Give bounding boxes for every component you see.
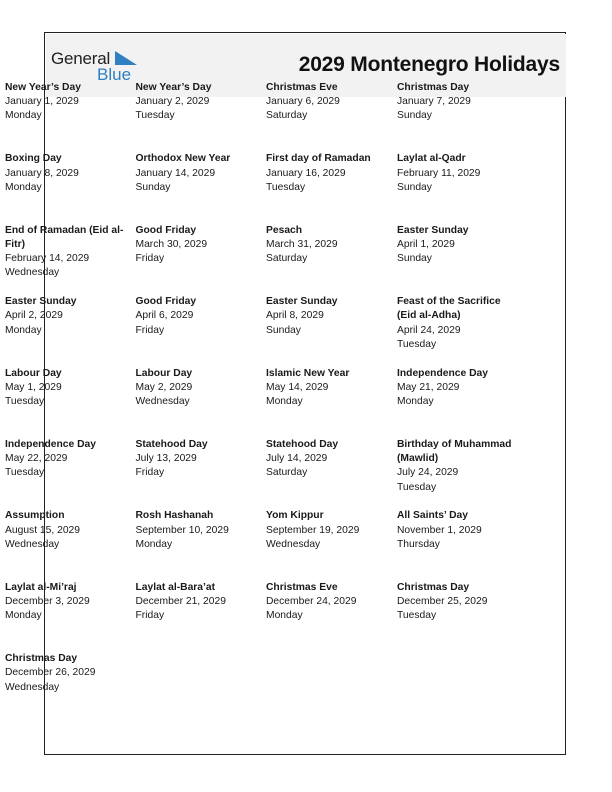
holiday-entry [266,438,397,509]
holiday-date: May 14, 2029 [266,381,329,393]
holiday-weekday: Saturday [266,110,308,122]
holiday-name: First day of Ramadan [266,153,371,165]
holiday-name: New Year’s Day [5,82,81,93]
holiday-date: May 21, 2029 [397,381,460,393]
holiday-date: May 1, 2029 [5,381,62,393]
holiday-weekday: Monday [397,395,434,407]
holiday-weekday: Monday [5,610,42,622]
holiday-date: December 24, 2029 [266,595,357,607]
holiday-entry [266,295,397,366]
holiday-date: September 19, 2029 [266,524,360,536]
holiday-weekday: Wednesday [135,395,190,407]
page-title: 2029 Montenegro Holidays [298,53,560,76]
holiday-weekday: Tuesday [397,338,437,350]
holiday-date: February 14, 2029 [5,253,90,265]
holiday-weekday: Tuesday [397,481,437,493]
holiday-date: April 6, 2029 [135,310,194,322]
holiday-entry [397,581,522,652]
holiday-date: March 31, 2029 [266,238,338,250]
holiday-date: July 24, 2029 [397,467,459,479]
holiday-date: July 13, 2029 [135,453,197,465]
holiday-date: March 30, 2029 [135,238,208,250]
holiday-date: September 10, 2029 [135,524,229,536]
holiday-name: Labour Day [135,367,193,379]
holiday-name: Easter Sunday [266,296,338,308]
holiday-name: End of Ramadan (Eid al-Fitr) [5,224,124,250]
holiday-entry [5,652,136,723]
holiday-name: Christmas Day [397,581,470,593]
holiday-name: Rosh Hashanah [135,510,214,522]
holiday-name: Islamic New Year [266,367,350,379]
holiday-weekday: Saturday [266,467,308,479]
holiday-date: January 8, 2029 [5,167,79,179]
holiday-entry [136,224,267,295]
holiday-weekday: Tuesday [5,395,45,407]
holiday-weekday: Wednesday [266,538,321,550]
holiday-date: January 7, 2029 [397,96,471,108]
holiday-weekday: Wednesday [5,681,60,693]
holiday-weekday: Monday [5,324,42,336]
holiday-name: Easter Sunday [397,224,469,236]
holiday-date: December 25, 2029 [397,595,488,607]
holiday-name: Independence Day [5,438,96,450]
holiday-weekday: Tuesday [135,110,175,122]
holiday-name: Birthday of Muhammad (Mawlid) [397,438,512,465]
holiday-date: April 8, 2029 [266,310,324,322]
holiday-date: May 2, 2029 [135,381,193,393]
holiday-date: July 14, 2029 [266,453,328,465]
holiday-weekday: Friday [135,324,165,336]
holiday-entry [136,438,267,509]
holiday-date: January 6, 2029 [266,96,340,108]
holiday-entry [266,224,397,295]
holiday-entry [397,295,522,366]
holiday-date: January 2, 2029 [135,96,210,108]
holiday-name: Easter Sunday [5,296,77,308]
holiday-weekday: Sunday [397,110,432,122]
holiday-entry [136,152,267,223]
logo-general-text: General [51,49,111,68]
holiday-name: Christmas Eve [266,581,338,593]
holiday-name: Labour Day [5,367,62,379]
holiday-weekday: Monday [266,395,303,407]
holiday-entry [136,81,267,152]
holiday-weekday: Sunday [135,181,171,193]
holiday-entry [266,509,397,580]
holiday-date: August 15, 2029 [5,524,80,536]
holiday-entry [5,295,136,366]
holiday-entry [397,224,522,295]
holiday-name: Boxing Day [5,153,62,165]
holiday-weekday: Monday [5,110,42,122]
holiday-weekday: Wednesday [5,538,60,550]
holiday-date: January 14, 2029 [135,167,216,179]
holiday-date: December 26, 2029 [5,667,96,679]
holiday-weekday: Friday [135,610,165,622]
holiday-date: April 1, 2029 [397,238,455,250]
holiday-name: Christmas Eve [266,82,338,93]
holiday-weekday: Friday [135,253,165,265]
holiday-grid [5,81,525,724]
holiday-entry [266,367,397,438]
holiday-date: April 2, 2029 [5,310,63,322]
holiday-name: Pesach [266,224,303,236]
holiday-weekday: Tuesday [5,467,45,479]
holiday-date: December 21, 2029 [135,595,226,607]
holiday-entry [397,438,522,509]
holiday-entry [5,152,136,223]
holiday-entry [266,581,397,652]
holiday-name: All Saints’ Day [397,510,468,522]
holiday-date: January 1, 2029 [5,96,79,108]
holiday-date: November 1, 2029 [397,524,482,536]
holiday-date: December 3, 2029 [5,595,90,607]
holiday-entry [5,509,136,580]
holiday-name: Feast of the Sacrifice (Eid al-Adha) [397,296,501,322]
holiday-name: Laylat al-Bara’at [135,581,216,593]
holiday-date: May 22, 2029 [5,453,68,465]
holiday-weekday: Monday [266,610,303,622]
holiday-name: Yom Kippur [266,510,324,522]
holiday-name: Good Friday [135,224,197,236]
holiday-entry [136,509,267,580]
holiday-name: Laylat al-Mi’raj [5,581,77,593]
holiday-entry [397,367,522,438]
holiday-entry [5,224,136,295]
holiday-name: Statehood Day [266,438,339,450]
holiday-entry [136,581,267,652]
holiday-entry [5,367,136,438]
logo-flag-icon [115,51,137,65]
holiday-weekday: Friday [135,467,165,479]
holiday-weekday: Wednesday [5,267,60,279]
generalblue-logo [51,49,141,83]
holiday-weekday: Thursday [397,538,440,550]
holiday-name: Assumption [5,510,65,522]
holiday-entry [5,581,136,652]
holiday-entry [5,438,136,509]
holiday-entry [5,81,136,152]
holiday-entry [397,152,522,223]
holiday-name: Laylat al-Qadr [397,153,466,165]
holiday-name: Christmas Day [5,653,78,665]
holiday-entry [397,81,522,152]
holiday-entry [266,152,397,223]
holiday-name: Independence Day [397,367,488,379]
holiday-name: Good Friday [135,296,197,308]
holiday-date: February 11, 2029 [397,167,481,179]
logo-blue-text: Blue [97,65,132,84]
holiday-entry [136,367,267,438]
holiday-weekday: Sunday [266,324,301,336]
holiday-date: April 24, 2029 [397,324,461,336]
holiday-weekday: Sunday [397,253,432,265]
holiday-date: January 16, 2029 [266,167,346,179]
holiday-name: Orthodox New Year [135,153,231,165]
holiday-weekday: Tuesday [397,610,437,622]
holiday-weekday: Sunday [397,181,432,193]
holiday-weekday: Monday [135,538,173,550]
holiday-entry [397,509,522,580]
holiday-weekday: Saturday [266,253,308,265]
holiday-weekday: Tuesday [266,181,306,193]
holiday-name: Christmas Day [397,82,470,93]
holiday-entry [136,295,267,366]
holiday-weekday: Monday [5,181,42,193]
holiday-entry [266,81,397,152]
holiday-name: New Year’s Day [135,82,212,93]
holiday-name: Statehood Day [135,438,208,450]
